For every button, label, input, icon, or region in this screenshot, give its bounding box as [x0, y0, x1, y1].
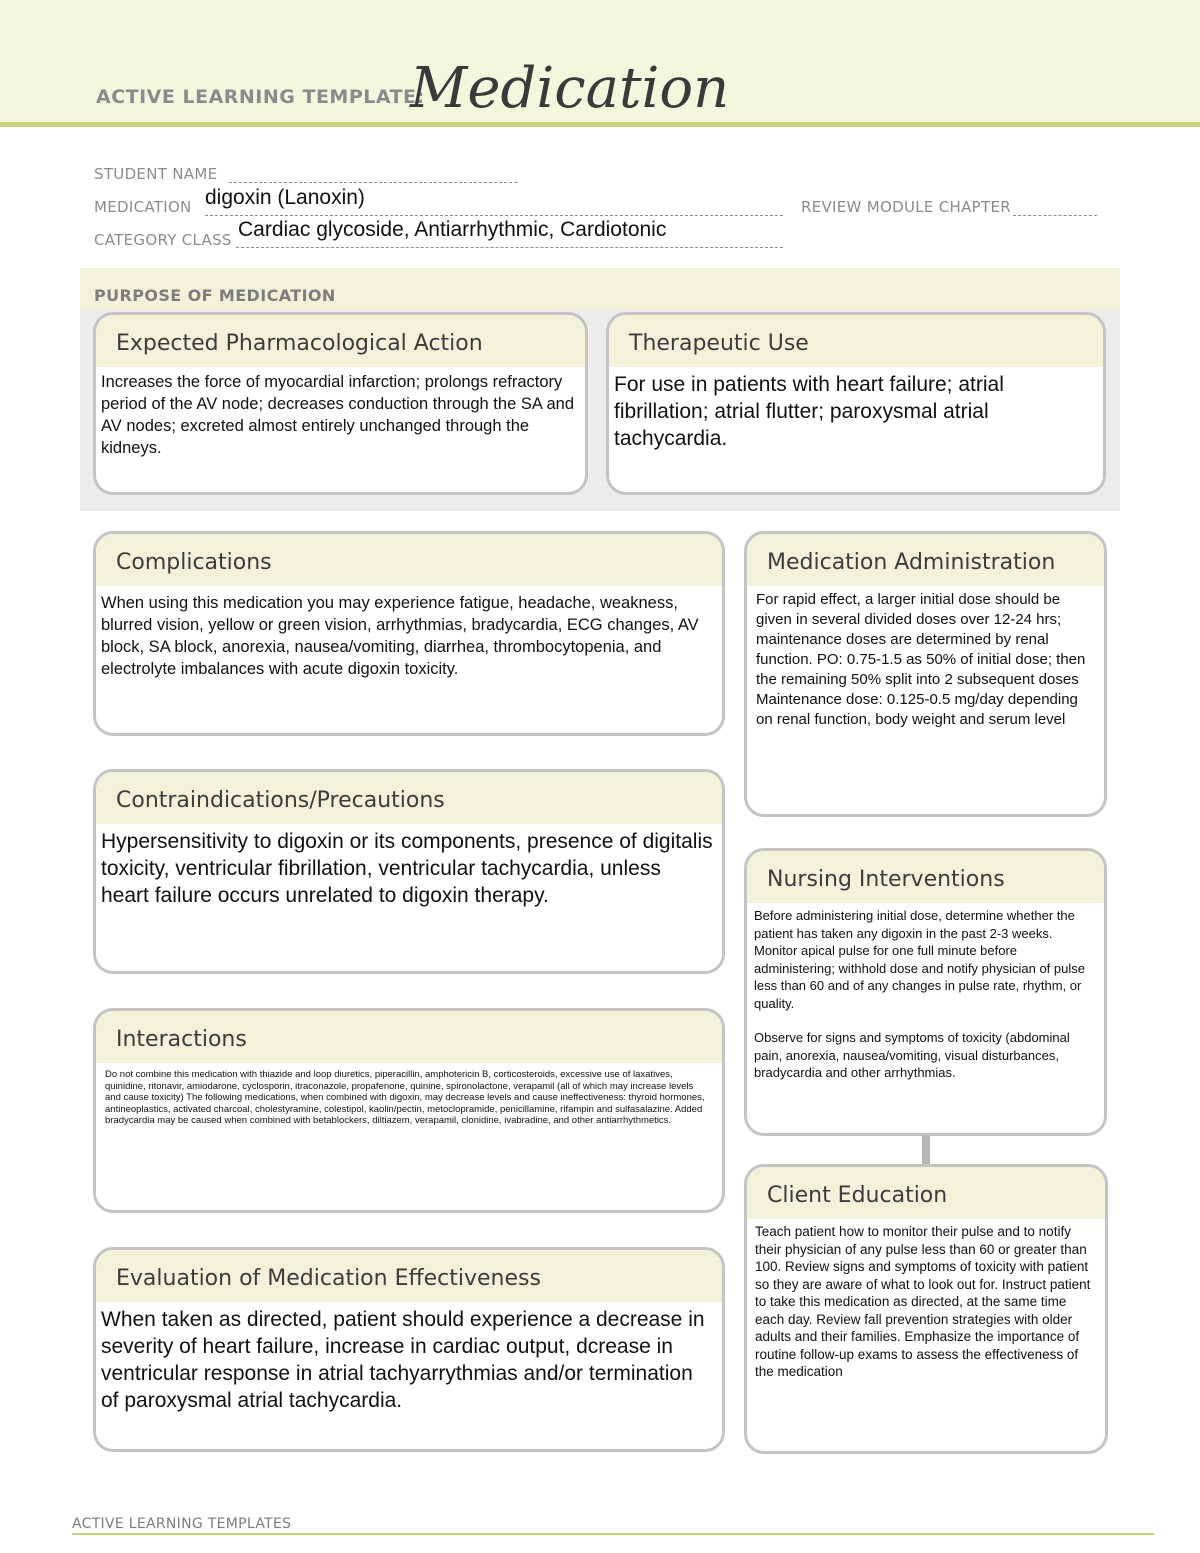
nursing-text-2: Observe for signs and symptoms of toxicity (abdominal pain, anorexia, nausea/vomiting, visual disturbances, bradycardia and other arrhythmias.: [754, 1030, 1070, 1080]
purpose-label: PURPOSE OF MEDICATION: [94, 286, 336, 305]
interactions-card: [93, 1008, 725, 1213]
medication-line: [205, 214, 783, 216]
client-education-card: [744, 1164, 1108, 1454]
footer-divider: [72, 1533, 1154, 1535]
complications-card: [93, 531, 725, 736]
evaluation-text: When taken as directed, patient should experience a decrease in severity of heart failure, increase in cardiac output, dcrease in ventricular response in atrial tachyarrythmias and/or termination of paroxysmal atrial tachycardia.: [101, 1308, 705, 1412]
administration-card: [744, 531, 1107, 817]
client-education-title: Client Education: [747, 1167, 1105, 1219]
review-module-line: [1013, 214, 1097, 216]
student-name-line: [229, 181, 517, 183]
contraindications-text: Hypersensitivity to digoxin or its components, presence of digitalis toxicity, ventricular fibrillation, ventricular tachycardia, unless heart failure occurs unrelated to digoxin therapy.: [101, 830, 713, 907]
evaluation-card: [93, 1247, 725, 1452]
header-divider: [0, 122, 1200, 127]
category-class-label: CATEGORY CLASS: [94, 231, 232, 249]
nursing-text-1: Before administering initial dose, determine whether the patient has taken any digoxin in the past 2-3 weeks. Monitor apical pulse for one full minute before administering; withhold dose and notify physician of pulse less than 60 and of any changes in pulse rate, rhythm, or quality.: [754, 908, 1085, 1011]
nursing-body: [747, 903, 1104, 1082]
complications-title: Complications: [96, 534, 722, 586]
contraindications-card: [93, 769, 725, 974]
template-label: ACTIVE LEARNING TEMPLATE:: [96, 86, 425, 108]
contraindications-title: Contraindications/Precautions: [96, 772, 722, 824]
nursing-title: Nursing Interventions: [747, 851, 1104, 903]
page-title: Medication: [410, 56, 730, 121]
administration-title: Medication Administration: [747, 534, 1104, 586]
category-class-line: [236, 246, 783, 248]
complications-text: When using this medication you may experience fatigue, headache, weakness, blurred vision, yellow or green vision, arrhythmias, bradycardia, ECG changes, AV block, SA block, anorexia, nausea/vomiting, diarrhea, thrombocytopenia, and electrolyte imbalances with acute digoxin toxicity.: [101, 594, 699, 678]
review-module-label: REVIEW MODULE CHAPTER: [801, 198, 1011, 216]
expected-action-title: Expected Pharmacological Action: [96, 315, 585, 367]
administration-text: For rapid effect, a larger initial dose should be given in several divided doses over 12-24 hrs; maintenance doses are determined by renal function. PO: 0.75-1.5 as 50% of initial dose; then the remaining 50% split into 2 subsequent doses Maintenance dose: 0.125-0.5 mg/day depending on renal function, body weight and serum level: [756, 591, 1086, 728]
expected-action-text: Increases the force of myocardial infarction; prolongs refractory period of the AV node; decreases conduction through the SA and AV nodes; excreted almost entirely unchanged through the kidneys.: [101, 373, 575, 457]
footer-label: ACTIVE LEARNING TEMPLATES: [72, 1516, 292, 1532]
medication-field[interactable]: digoxin (Lanoxin): [205, 186, 365, 209]
interactions-text: Do not combine this medication with thiazide and loop diuretics, piperacillin, amphotericin B, corticosteroids, excessive use of laxatives, quinidine, ritonavir, amiodarone, cyclosporin, itraconazole, propafenone, quinine, spironolactone, verapamil (all of which may increase levels and cause toxicity) The following medications, when combined with digoxin, may decrease levels and cause ineffectiveness: thyroid hormones, antineoplastics, activated charcoal, cholestyramine, colestipol, kaolin/pectin, metoclopramide, penicillamine, rifampin and sulfasalazine. Added bradycardia may be caused when combined with betablockers, diltiazem, verapamil, clonidine, ivabradine, and other antiarrhythmetics.: [105, 1069, 705, 1126]
expected-action-card: [93, 312, 588, 495]
therapeutic-use-text: For use in patients with heart failure; atrial fibrillation; atrial flutter; paroxysmal atrial tachycardia.: [614, 373, 1004, 450]
therapeutic-use-card: [606, 312, 1106, 495]
medication-label: MEDICATION: [94, 198, 192, 216]
interactions-title: Interactions: [96, 1011, 722, 1063]
nursing-spacer: [754, 1012, 1096, 1029]
client-education-text: Teach patient how to monitor their pulse and to notify their physician of any pulse less than 60 or greater than 100. Review signs and symptoms of toxicity with patient so they are aware of what to look out for. Instruct patient to take this medication as directed, at the same time each day. Review fall prevention strategies with older adults and their families. Emphasize the importance of routine follow-up exams to assess the effectiveness of the medication: [755, 1224, 1091, 1379]
student-name-label: STUDENT NAME: [94, 165, 218, 183]
category-class-field[interactable]: Cardiac glycoside, Antiarrhythmic, Cardiotonic: [238, 218, 667, 241]
evaluation-title: Evaluation of Medication Effectiveness: [96, 1250, 722, 1302]
nursing-card: [744, 848, 1107, 1136]
therapeutic-use-title: Therapeutic Use: [609, 315, 1103, 367]
